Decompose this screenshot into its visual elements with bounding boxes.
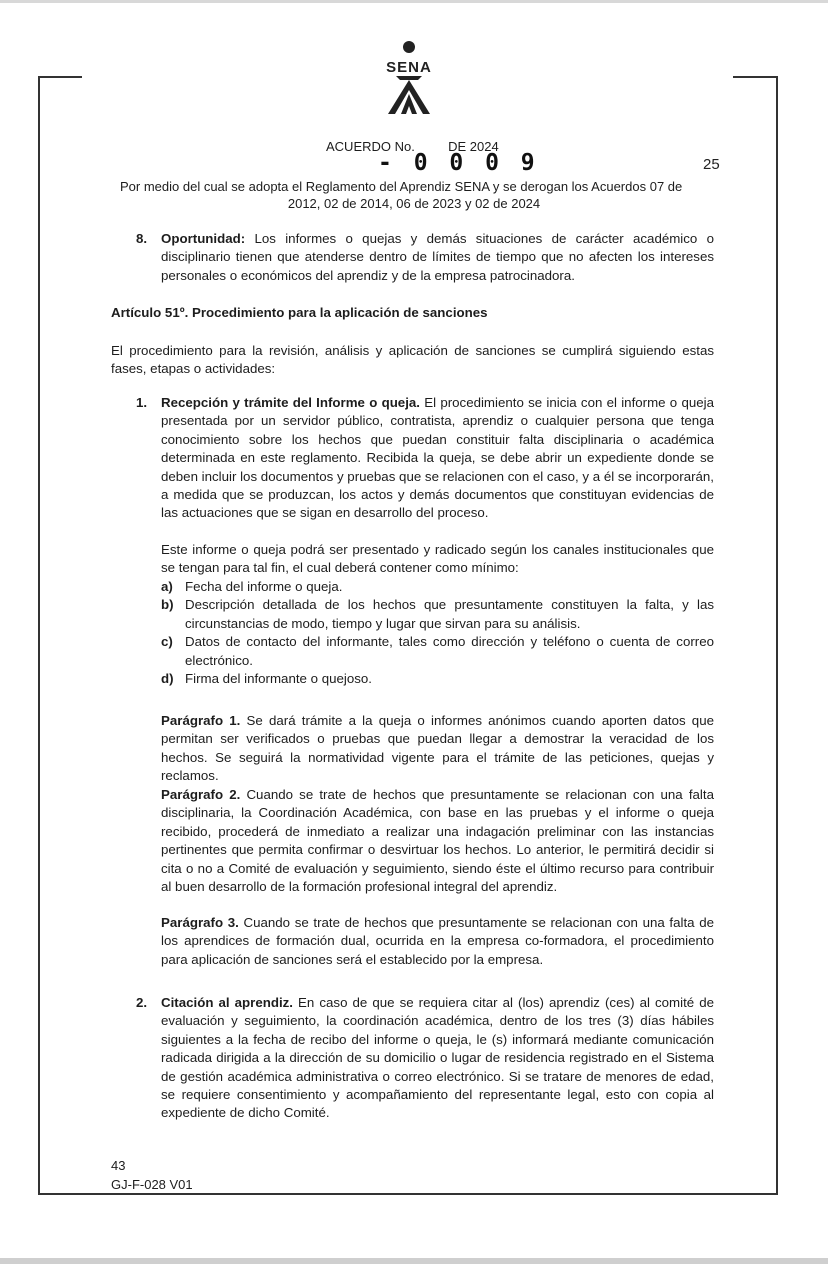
step-2-text: En caso de que se requiera citar al (los) aprendiz (ces) al comité de evaluación y seguimiento, la coordinación académica, dentro de los tres (3) días hábiles siguientes a la fecha de recibo del informe o queja, le (s) informará mediante comunicación radicada dirigida a la dirección de su domicilio o lugar de residencia registrado en el Sistema de gestión académica administrativa o correo electrónico. Si se tratare de menores de edad, se requiere consentimiento y acompañamiento del representante legal, esto con copia al expediente de dicho Comité.: [161, 995, 714, 1121]
frame-top-left-line: [38, 76, 82, 78]
list-item-text: Firma del informante o quejoso.: [185, 671, 372, 687]
subject-line-1: Por medio del cual se adopta el Reglamento del Aprendiz SENA y se derogan los Acuerdos 07 de: [120, 179, 683, 194]
step-1-title: Recepción y trámite del Informe o queja.: [161, 395, 420, 410]
requirements-list: [161, 578, 714, 688]
paragrafo-3-text: Cuando se trate de hechos que presuntamente se relacionan con una falta de los aprendices de formación dual, ocurrida en la empresa co-formadora, el procedimiento para aplicación de sanciones será el establecido por la empresa.: [161, 915, 714, 967]
item-8-title: Oportunidad:: [161, 231, 246, 246]
page-number: 43: [111, 1158, 126, 1173]
article-51-heading: Artículo 51º. Procedimiento para la aplicación de sanciones: [111, 305, 488, 320]
subject-line-2: 2012, 02 de 2014, 06 de 2023 y 02 de 2024: [287, 196, 541, 211]
list-item: [161, 578, 714, 596]
paragrafo-2: [161, 786, 714, 896]
step-2-title: Citación al aprendiz.: [161, 995, 294, 1010]
paragrafo-1-label: Parágrafo 1.: [161, 713, 241, 728]
list-item: [161, 670, 714, 688]
step-1-text: El procedimiento se inicia con el informe o queja presentada por un servidor público, contratista, aprendiz o cualquier persona que tenga conocimiento sobre los hechos que puedan constituir falta disciplinaria o académica determinada en este reglamento. Recibida la queja, se debe abrir un expediente donde se deben incluir los documentos y pruebas que se relacionen con el caso, y a él se incorporarán, a medida que se produzcan, los actos y demás documentos que constituyan evidencias de las actuaciones que se sigan en desarrollo del proceso.: [161, 395, 714, 521]
frame-top-right-line: [733, 76, 778, 78]
acuerdo-year: DE 2024: [448, 139, 499, 154]
scan-edge-bottom: [0, 1258, 828, 1264]
paragrafo-1-text: Se dará trámite a la queja o informes anónimos cuando aporten datos que permitan ser verificados o pruebas que puedan llegar a demostrar la veracidad de los hechos. Se seguirá la normatividad vigente para el trámite de las peticiones, quejas y reclamos.: [161, 713, 714, 784]
scan-edge-top: [0, 0, 828, 3]
item-8-text: Los informes o quejas y demás situaciones de carácter académico o disciplinario tienen que atenderse dentro de límites de tiempo que no afecten los intereses personales o económicos del aprendiz y de la empresa patrocinadora.: [161, 231, 714, 283]
paragrafo-3: [161, 914, 714, 969]
step-2-citacion: [161, 994, 714, 1123]
paragrafo-2-text: Cuando se trate de hechos que presuntamente se relacionan con una falta disciplinaria, la Coordinación Académica, con base en las pruebas y el informe o queja recibido, procederá de inmediato a realizar una indagación preliminar con las instancias pertinentes que permita confirmar o desvirtuar los hechos. Lo anterior, le permitirá decidir si cita o no a Comité de evaluación y seguimiento, siendo éste el último recurso para contribuir al buen desarrollo de la formación profesional integral del aprendiz.: [161, 787, 714, 895]
item-8-number: 8.: [136, 231, 148, 246]
stamp-number: 25: [703, 156, 720, 173]
acuerdo-label: ACUERDO No.: [326, 139, 415, 154]
sena-logo: [374, 40, 444, 118]
form-code: GJ-F-028 V01: [111, 1177, 193, 1192]
sena-logo-text: SENA: [386, 59, 432, 76]
step-1-para2: Este informe o queja podrá ser presentado y radicado según los canales institucionales que se tengan para tal fin, el cual deberá contener como mínimo:: [161, 542, 714, 576]
paragrafo-1: [161, 712, 714, 786]
paragrafo-3-label: Parágrafo 3.: [161, 915, 239, 930]
list-item-letter: c): [161, 634, 173, 650]
frame-right-line: [776, 76, 778, 1194]
list-item-letter: d): [161, 671, 174, 687]
article-51-intro: El procedimiento para la revisión, análisis y aplicación de sanciones se cumplirá siguiendo estas fases, etapas o actividades:: [111, 343, 714, 377]
list-item-text: Datos de contacto del informante, tales como dirección y teléfono o cuenta de correo electrónico.: [185, 634, 714, 668]
frame-bottom-line: [38, 1193, 778, 1195]
paragrafo-2-label: Parágrafo 2.: [161, 787, 241, 802]
step-2-number: 2.: [136, 995, 148, 1010]
list-item-letter: b): [161, 597, 174, 613]
step-1-number: 1.: [136, 395, 148, 410]
list-item-text: Fecha del informe o queja.: [185, 579, 343, 594]
step-1-recepcion: [161, 394, 714, 523]
handwritten-acuerdo-number: - 0 0 0 9: [378, 150, 539, 176]
list-item: [161, 596, 714, 633]
list-item: [161, 633, 714, 670]
list-item-letter: a): [161, 579, 173, 594]
list-item-text: Descripción detallada de los hechos que presuntamente constituyen la falta, y las circunstancias de modo, tiempo y lugar que sirvan para su análisis.: [185, 597, 714, 631]
frame-left-line: [38, 76, 40, 1194]
item-8-oportunidad: [161, 230, 714, 285]
